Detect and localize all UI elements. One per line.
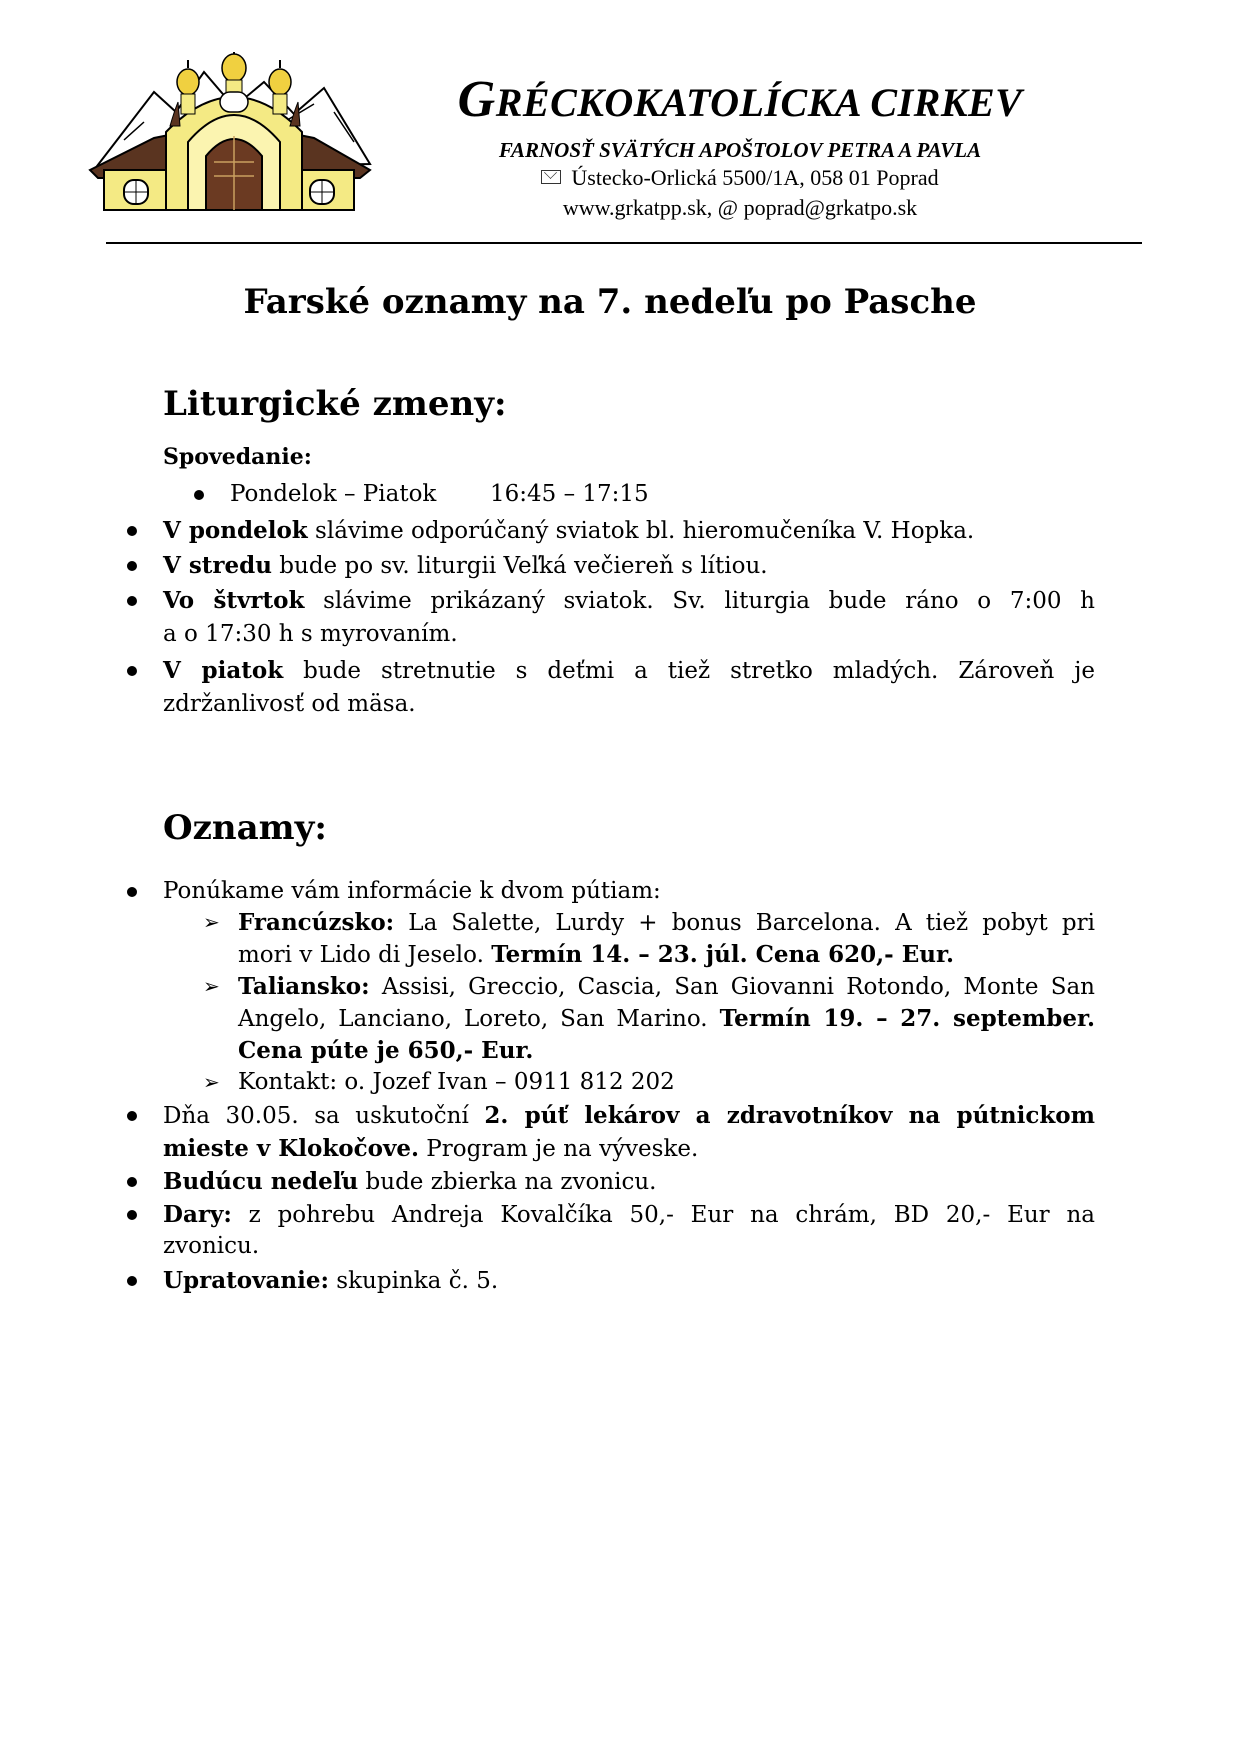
- church-name-rest: RÉCKOKATOLÍCKA CIRKEV: [495, 80, 1023, 125]
- item-text: bude po sv. liturgii Veľká večiereň s lítiou.: [271, 553, 768, 579]
- announcement-gifts: [163, 1198, 1095, 1232]
- liturgical-item-thursday: [163, 584, 1095, 618]
- arrow-bullet-icon: ➢: [203, 1070, 220, 1094]
- liturgical-item-friday: [163, 654, 1095, 688]
- item-bold: 2. púť lekárov a zdravotníkov na pútnickom: [484, 1102, 1095, 1129]
- section-heading-announcements: Oznamy:: [163, 808, 327, 848]
- confession-label: Spovedanie:: [163, 444, 312, 470]
- bullet: [194, 490, 204, 500]
- announcement-cleaning: [163, 1264, 498, 1298]
- envelope-icon: [541, 170, 561, 184]
- announcement-collection: [163, 1165, 656, 1199]
- item-text: slávime odporúčaný sviatok bl. hieromučeníka V. Hopka.: [307, 518, 975, 544]
- item-text: bude zbierka na zvonicu.: [358, 1169, 657, 1195]
- item-text: slávime prikázaný sviatok. Sv. liturgia bude ráno o 7:00 h: [304, 588, 1095, 614]
- item-text: bude stretnutie s deťmi a tiež stretko mladých. Zároveň je: [283, 658, 1095, 684]
- item-bold: V piatok: [163, 657, 284, 684]
- bullet: [127, 1210, 137, 1220]
- bullet: [127, 526, 137, 536]
- section-heading-liturgical: Liturgické zmeny:: [163, 384, 507, 424]
- announcement-doctors-pilgrimage: [163, 1099, 1095, 1133]
- church-logo: [84, 52, 374, 214]
- liturgical-item-wednesday: [163, 549, 768, 583]
- item-text: Angelo, Lanciano, Loreto, San Marino.: [238, 1006, 720, 1032]
- bullet: [127, 561, 137, 571]
- bullet: [127, 1111, 137, 1121]
- bullet: [127, 1276, 137, 1286]
- item-bold: V pondelok: [163, 517, 308, 544]
- letterhead: [370, 71, 1110, 223]
- announcement-gifts-cont: zvonicu.: [163, 1233, 260, 1259]
- pilgrimage-france-cont: [238, 938, 954, 972]
- item-bold: Dary:: [163, 1201, 232, 1228]
- item-bold: Francúzsko:: [238, 909, 395, 936]
- liturgical-item-monday: [163, 514, 974, 548]
- header-divider: [106, 242, 1142, 244]
- item-bold: Termín 19. – 27. september.: [719, 1005, 1095, 1032]
- bullet: [127, 887, 137, 897]
- item-bold: Cena púte je 650,- Eur.: [238, 1037, 534, 1064]
- item-text: La Salette, Lurdy + bonus Barcelona. A tiež pobyt pri: [394, 910, 1095, 936]
- item-text: Program je na vývеske.: [419, 1136, 699, 1162]
- item-bold: Vo štvrtok: [163, 587, 305, 614]
- arrow-bullet-icon: ➢: [203, 974, 220, 998]
- liturgical-item-thursday-cont: a o 17:30 h s myrovaním.: [163, 621, 458, 647]
- pilgrimage-intro: Ponúkame vám informácie k dvom pútiam:: [163, 878, 661, 904]
- item-text: mori v Lido di Jeselo.: [238, 942, 492, 968]
- church-name: [370, 71, 1110, 128]
- web-contact: www.grkatpp.sk, @ poprad@grkatpo.sk: [562, 195, 918, 220]
- pilgrimage-contact: Kontakt: o. Jozef Ivan – 0911 812 202: [238, 1069, 675, 1095]
- pilgrimage-italy-price: [238, 1034, 533, 1068]
- announcement-doctors-pilgrimage-cont: [163, 1132, 698, 1166]
- church-name-initial: G: [457, 71, 496, 128]
- address-text: Ústecko-Orlická 5500/1A, 058 01 Poprad: [571, 165, 939, 190]
- item-text: Assisi, Greccio, Cascia, San Giovanni Rotondo, Monte San: [369, 974, 1095, 1000]
- item-text: Dňa 30.05. sa uskutoční: [163, 1103, 485, 1129]
- confession-time: 16:45 – 17:15: [490, 481, 649, 507]
- confession-days: Pondelok – Piatok: [230, 481, 437, 507]
- address: [370, 163, 1110, 193]
- pilgrimage-france: [238, 906, 1095, 940]
- bullet: [127, 1177, 137, 1187]
- item-bold: Termín 14. – 23. júl. Cena 620,- Eur.: [491, 941, 954, 968]
- arrow-bullet-icon: ➢: [203, 910, 220, 934]
- parish-name: FARNOSŤ SVÄTÝCH APOŠTOLOV PETRA A PAVLA: [498, 138, 982, 162]
- pilgrimage-italy: [238, 970, 1095, 1004]
- bullet: [127, 596, 137, 606]
- item-bold: Budúcu nedeľu: [163, 1168, 359, 1195]
- item-text: skupinka č. 5.: [328, 1268, 499, 1294]
- bullet: [127, 666, 137, 676]
- item-bold: V stredu: [163, 552, 272, 579]
- liturgical-item-friday-cont: zdržanlivosť od mäsa.: [163, 691, 416, 717]
- item-bold: mieste v Klokočove.: [163, 1135, 419, 1162]
- page-title: Farské oznamy na 7. nedeľu po Pasche: [243, 282, 977, 322]
- item-text: z pohrebu Andreja Kovalčíka 50,- Eur na chrám, BD 20,- Eur na: [231, 1202, 1095, 1228]
- item-bold: Taliansko:: [238, 973, 370, 1000]
- pilgrimage-italy-cont: [238, 1002, 1095, 1036]
- item-bold: Upratovanie:: [163, 1267, 329, 1294]
